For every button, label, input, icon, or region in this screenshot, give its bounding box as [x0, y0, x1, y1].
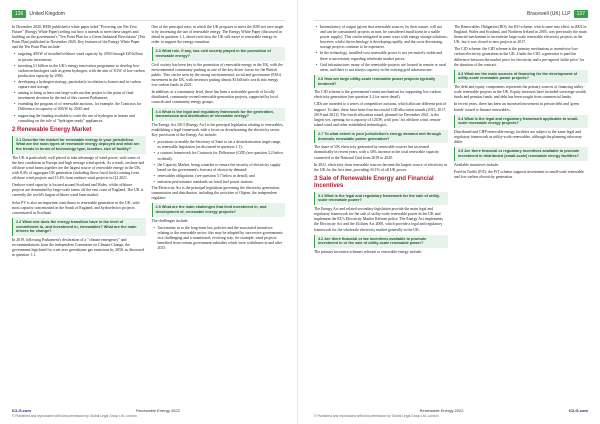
page-number: 136: [12, 10, 26, 18]
paragraph: One of the principal ways in which the UK proposes to meet the 2050 net zero target is by increasing the use of renewable energy. The Energy White Paper (discussed in detail in question 1.1, above) sets how the UK will move to renewable energy in order to support the energy transition.: [151, 25, 284, 45]
list-item: • emission performance standards on fossil fuel power stations.: [158, 180, 286, 185]
left-column-1: [12, 25, 146, 260]
paragraph: The Energy Act 2013 (Energy Act) is the principal legislation relating to renewables, establishing a legal framework with a focus on decarbonising the electricity sector. Key provisions of the Energy Act include:: [151, 122, 284, 138]
paragraph: The CfD scheme: the CfD scheme is the primary mechanism to incentivise low-carbon electricity generation in the UK. Under the CfD, a generator is paid the difference between the market price for electricity and a pre-agreed 'strike price' for the duration of the contract.: [454, 47, 585, 67]
paragraph: The CfD scheme is the government's main mechanism for supporting low-carbon electricity generation (see question 3.2 for more detail).: [314, 90, 441, 100]
list-item: • the Capacity Market, being a market to ensure the security of electricity supply based on the government's forecast of electricity demand;: [158, 163, 286, 173]
list-item: • Uncertainty as to the long-term law, policies and the associated incentives relating to the renewable sector; this may be adapted by successive governments in a challenging and a transitional, evolving way, for example, wind projects benefited from certain government subsidies which were withdrawn in and after 2015.: [158, 226, 286, 251]
left-page: [0, 0, 298, 424]
question-box: 2.2 What role does the energy transition have in the level of commitment to, and investment in, renewables? What are the main drivers for change?: [12, 218, 146, 236]
paragraph: CfDs are awarded to a series of competitive auctions, which allocate different pots of support. To date, there have been four successful CfD allocation rounds (2015, 2017, 2019 and 2021). The fourth allocation round, planned for December 2021, is the largest yet, opening for a capacity of 12GW, with 'pots' for offshore wind, remote island wind and other established technologies.: [314, 102, 447, 127]
footer-copyright: © Published and reproduced with kind permission by Global Legal Group Ltd, London: [314, 414, 439, 418]
footer-copyright: © Published and reproduced with kind permission by Global Legal Group Ltd, London: [12, 414, 137, 418]
paragraph: The Energy Act and related secondary legislation provide the main legal and regulatory framework for the sale of utility-scale renewable power in the UK and implement the EU's Electricity Market Reform policy. The Energy Act implements the Electricity Act and the Utilities Act 2000, which provide a legal and regulatory framework for the wholesale electricity market generally in the UK.: [314, 207, 443, 232]
jurisdiction-title: United Kingdom: [29, 11, 65, 17]
paragraph: Distributed and CHP renewable energy facilities are subject to the same legal and regulatory framework as utility-scale renewables, although the planning rules may differ.: [454, 130, 583, 145]
paragraph: The debt and equity components represents the primary sources of financing utility-scale renewable projects in the UK. Equity investors have included sovereign wealth funds and pension funds, and debt has been sought from commercial banks.: [454, 85, 586, 100]
list-item: • extending the program of of renewable auctions, for example, the Contracts for Difference in capacity of 40GW by 2030; and: [18, 102, 146, 112]
paragraph: The Renewables Obligation (RO): the RO scheme, which came into effect in 2002 in England, Wales and Scotland, and Northern Ireland in 2005, was previously the main financial mechanism to incentivise large-scale renewable electricity projects in the UK, but it was closed to new projects in 2017.: [454, 25, 587, 45]
page-number: 137: [574, 10, 588, 18]
section-title: 2 Renewable Energy Market: [12, 126, 92, 133]
list-item: • provisions to enable the Secretary of State to set a decarbonisation target range, as renewable legislation (as discussed in question 1.1);: [158, 140, 286, 150]
paragraph: The Electricity Act is the principal legislation governing the electricity generation, transmission and distribution, including the activities of Ofgem, the independent regulator.: [151, 185, 280, 201]
firm-title: Bracewell (UK) LLP: [527, 11, 571, 17]
paragraph: Available incentives include:: [454, 162, 500, 167]
right-page: [302, 0, 600, 424]
list-item: • investing £1 billion in the UK's energy innovation programme to develop low-carbon technologies such as green hydrogen, with the aim of 5GW of low-carbon production capacity by 2030;: [18, 64, 146, 79]
paragraph: The primary incentive schemes relevant to renewable energy include:: [314, 250, 423, 255]
footer-title: Renewable Energy 2022: [419, 408, 464, 413]
footer-title: Renewable Energy 2022: [136, 408, 180, 413]
paragraph: Onshore wind capacity is located around Scotland and Wales, whilst offshore projects are dominated by large-scale farms off the east coast of England. The UK is currently the world's largest offshore wind farm market.: [12, 183, 144, 198]
paragraph: In addition, at a community level, there has been a noticeable growth of locally distributed, community-owned renewable generation projects, supported by local councils and community energy groups.: [151, 90, 278, 105]
paragraph: Civil society has been key to the promotion of renewable energy in the UK, with the environmental community pushing as one of the key driver forces for the British public. This can be seen by the strong environmental, social and governance (ESG) movement in the UK, with investors putting almost $1 billion's worth into energy low-carbon funds in 2021.: [151, 62, 283, 88]
list-item: • a contract framework for Contracts for Difference (CfD) (see question 3.2 below in detail);: [158, 151, 286, 161]
list-item: • In the technology, installed-cost renewable power is not yet entirely stable and there is uncertainty regarding wholesale market prices.: [320, 51, 448, 61]
paragraph: The UK is particularly well placed to take advantage of wind power, with some of the best conditions in Europe and high average wind speeds. As a result, onshore and offshore wind farms together are the largest source of renewable energy in the UK, with 8.4% of aggregate UK generation (including those fossil fuels) coming from offshore wind projects and 13.4% from onshore wind projects in Q2 2021.: [12, 155, 145, 181]
question-box: 2.4 What is the legal and regulatory framework for the generation, transmission and distribution of renewable energy?: [152, 108, 286, 121]
paragraph: Feed-in Tariffs (FiT): the FiT scheme supports investment in small-scale renewable and low-carbon electricity generation.: [454, 169, 584, 179]
footer-brand[interactable]: ICLG.com: [569, 408, 588, 413]
question-box: 3.4 What is the legal and regulatory framework applicable to small-scale renewable energy projects?: [454, 115, 588, 128]
question-box: 3.3 What are the main sources of financing for the development of utility-scale renewable power projects?: [454, 70, 588, 83]
footer-brand[interactable]: ICLG.com: [12, 408, 31, 413]
paragraph: In 2021, electricity from renewable sources became the largest source of electricity in the UK for the first time, providing 43.1% of all UK power.: [314, 162, 448, 172]
question-box: 2.1 Describe the market for renewable energy in your jurisdiction. What are the main types of renewable energy deployed and what are the trends in terms of technology type, location, size of facility?: [12, 136, 146, 154]
page-footer: [314, 408, 588, 418]
list-item: • Intermittency of output (given that renewable sources, by their nature, will not and can be constrained; projects in turn, be considered insufficient in a stable power supply). This can be mitigated in some ways with energy storage solutions; however, whilst the technology is developing rapidly, and the costs decreasing, storage projects continue to be expensive.: [320, 25, 448, 50]
question-box: 3.5 Are there financial or regulatory incentives available to promote investment in distributed (small-scale) renewable energy facilities?: [454, 147, 588, 160]
list-item: • renewables obligations: (see question 3.7 below in detail); and: [158, 174, 286, 179]
question-box: 2.6 How are large utility-scale renewable power projects typically tendered?: [314, 75, 448, 88]
page-footer: [12, 408, 285, 418]
question-box: 2.7 To what extent is your jurisdiction's energy demand met through domestic renewable power generation?: [314, 130, 448, 143]
question-box: 3.2 Are there financial or tax incentives available to promote investment in or the sale of utility-scale renewable power?: [314, 235, 448, 248]
list-item: • Grid infrastructure: many of the renewable projects are located in remote or rural areas, and there is not always capacity in the existing grid infrastructure.: [320, 63, 448, 73]
left-column-2: [152, 25, 286, 260]
list-item: • developing a hydrogen strategy, particularly in relation to homes and in carbon capture and storage;: [18, 80, 146, 90]
paragraph: The share of UK electricity generated by renewable sources has increased dramatically in recent years, with a 34% increase in the total renewable capacity connected to the National Grid from 2019 to 2020.: [314, 145, 439, 160]
section-title: 3 Sale of Renewable Energy and Financial Incentives: [314, 175, 434, 189]
list-item: • targeting 40GW of installed offshore wind capacity by 2030 through £20 billion in private investment;: [18, 52, 146, 62]
right-column-1: [314, 25, 448, 257]
question-box: 2.3 What role, if any, has civil society played in the promotion of renewable energy?: [152, 47, 286, 60]
paragraph: In 2019, following Parliament's declaration of a "climate emergency" and recommendations from the independent Committee on Climate Change, the government legislated for a net zero greenhouse gas emissions by 2050, as discussed in question 1.1.: [12, 237, 144, 258]
paragraph: Solar PV is also an important contributor to renewable generation in the UK, with most capacity concentrated in the South of England, and hydroelectric projects concentrated in Scotland.: [12, 200, 140, 215]
paragraph: The challenges include:: [151, 218, 189, 223]
page-header: [314, 10, 588, 21]
list-item: • aiming to bring at least one large-scale nuclear project to the point of final investment decision by the end of this current Parliament;: [18, 91, 146, 101]
paragraph: In recent years, there has been an increased movement in private debt and 'green bonds' issued to finance renewables.: [454, 102, 580, 112]
page-header: [12, 10, 285, 21]
list-item: • supporting the funding available to scale the use of hydrogen in homes and consulting on the role of "hydrogen-ready" appliances.: [18, 114, 146, 124]
question-box: 2.5 What are the main challenges that limit investment in, and development of, renewable energy projects?: [152, 203, 286, 216]
question-box: 3.1 What is the legal and regulatory framework for the sale of utility-scale renewable power?: [314, 192, 448, 205]
paragraph: In December 2020, BEIS published a white paper titled "Powering our Net Zero Future" (Energy White Paper) setting out how it intends to meet these targets and building on the government's "Ten Point Plan for a Green Industrial Revolution" (Ten Point Plan) published in November 2020. Key features of the Energy White Paper and the Ten Point Plan include:: [12, 25, 146, 50]
right-column-2: [454, 25, 588, 257]
